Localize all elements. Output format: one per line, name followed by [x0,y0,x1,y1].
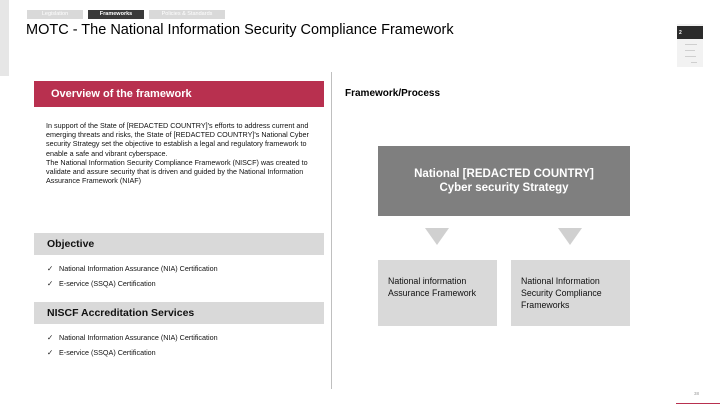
down-arrow-icon [558,228,582,245]
tab-policies-standards[interactable]: Policies & Standards [149,10,225,19]
page-title: MOTC - The National Information Security Compliance Framework [26,22,454,38]
list-item [47,345,218,360]
thumbnail-header [677,26,703,39]
check-icon: ✓ [47,333,54,342]
niscf-box: National Information Security Compliance Frameworks [511,260,630,326]
section-number: 2 [679,30,682,36]
list-item-label: National Information Assurance (NIA) Certification [59,264,218,273]
thumbnail-line [691,62,697,63]
check-icon: ✓ [47,264,54,273]
accreditation-heading: NISCF Accreditation Services [34,302,324,324]
tab-legislation[interactable]: Legislation [27,10,83,19]
page-number: 38 [694,391,700,396]
overview-heading: Overview of the framework [34,81,324,107]
section-thumbnail [677,24,703,67]
strategy-box [378,146,630,216]
check-icon: ✓ [47,348,54,357]
framework-heading: Framework/Process [345,88,441,99]
down-arrow-icon [425,228,449,245]
check-icon: ✓ [47,279,54,288]
strategy-line: Cyber security Strategy [439,182,569,194]
list-item-label: National Information Assurance (NIA) Certification [59,333,218,342]
objective-heading: Objective [34,233,324,255]
objective-list [47,261,218,291]
strategy-line: National [REDACTED COUNTRY] [414,168,594,180]
accreditation-list [47,330,218,360]
left-accent-bar [0,0,9,76]
overview-body [46,121,314,185]
tab-frameworks[interactable]: Frameworks [88,10,144,19]
list-item [47,330,218,345]
bottom-accent-line [676,403,720,404]
thumbnail-line [685,44,697,45]
niaf-box: National information Assurance Framework [378,260,497,326]
list-item [47,276,218,291]
list-item-label: E-service (SSQA) Certification [59,348,156,357]
list-item-label: E-service (SSQA) Certification [59,279,156,288]
overview-paragraph: The National Information Security Compliance Framework (NISCF) was created to validate and assure security that is driven and guided by the National Information Assurance Framework (NIAF) [46,157,308,186]
thumbnail-line [685,56,696,57]
column-divider [331,72,332,389]
list-item [47,261,218,276]
thumbnail-line [685,50,695,51]
overview-paragraph: In support of the State of [REDACTED COUNTRY]'s efforts to address current and emerging threats and risks, the State of [REDACTED COUNTRY]'s National Cyber security Strategy set the objective to establish a legal and regulatory framework to enable a safe and vibrant cyberspace. [46,121,309,158]
